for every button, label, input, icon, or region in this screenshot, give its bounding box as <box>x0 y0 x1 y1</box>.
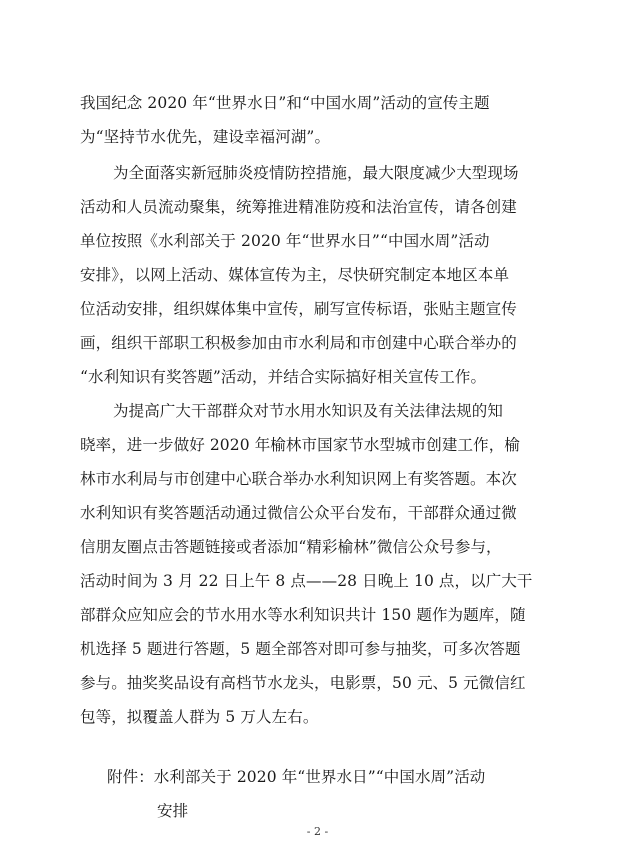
paragraph-2-line-5: 位活动安排，组织媒体集中宣传，刷写宣传标语，张贴主题宣传 <box>80 300 517 318</box>
paragraph-3-line-3: 林市水利局与市创建中心联合举办水利知识网上有奖答题。本次 <box>80 470 517 488</box>
paragraph-3-line-7: 部群众应知应会的节水用水等水利知识共计 150 题作为题库，随 <box>80 606 526 624</box>
attachment-line-2: 安排 <box>157 802 189 820</box>
paragraph-2-line-6: 画，组织干部职工积极参加由市水利局和市创建中心联合举办的 <box>80 334 517 352</box>
paragraph-3-line-10: 包等，拟覆盖人群为 5 万人左右。 <box>80 708 319 726</box>
paragraph-3-line-9: 参与。抽奖奖品设有高档节水龙头，电影票，50 元、5 元微信红 <box>80 674 526 692</box>
paragraph-2-line-4: 安排》，以网上活动、媒体宣传为主，尽快研究制定本地区本单 <box>80 266 510 284</box>
paragraph-2-line-2: 活动和人员流动聚集，统筹推进精准防疫和法治宣传，请各创建 <box>80 198 517 216</box>
paragraph-2-line-7: “水利知识有奖答题”活动，并结合实际搞好相关宣传工作。 <box>80 368 487 386</box>
paragraph-3-line-5: 信朋友圈点击答题链接或者添加“精彩榆林”微信公众号参与， <box>80 538 502 556</box>
paragraph-3-line-4: 水利知识有奖答题活动通过微信公众平台发布，干部群众通过微 <box>80 504 517 522</box>
paragraph-3-line-6: 活动时间为 3 月 22 日上午 8 点——28 日晚上 10 点，以广大干 <box>80 572 533 590</box>
page-number: - 2 - <box>306 825 329 838</box>
paragraph-2-line-3: 单位按照《水利部关于 2020 年“世界水日”“中国水周”活动 <box>80 232 490 250</box>
attachment-line-1: 附件：水利部关于 2020 年“世界水日”“中国水周”活动 <box>107 768 486 786</box>
paragraph-1-line-2: 为“坚持节水优先，建设幸福河湖”。 <box>80 128 331 146</box>
paragraph-3-line-8: 机选择 5 题进行答题，5 题全部答对即可参与抽奖，可多次答题 <box>80 640 521 658</box>
paragraph-3-line-1: 为提高广大干部群众对节水用水知识及有关法律法规的知 <box>113 402 504 420</box>
paragraph-1-line-1: 我国纪念 2020 年“世界水日”和“中国水周”活动的宣传主题 <box>80 94 490 112</box>
paragraph-2-line-1: 为全面落实新冠肺炎疫情防控措施，最大限度减少大型现场 <box>113 164 519 182</box>
paragraph-3-line-2: 晓率，进一步做好 2020 年榆林市国家节水型城市创建工作，榆 <box>80 436 520 454</box>
